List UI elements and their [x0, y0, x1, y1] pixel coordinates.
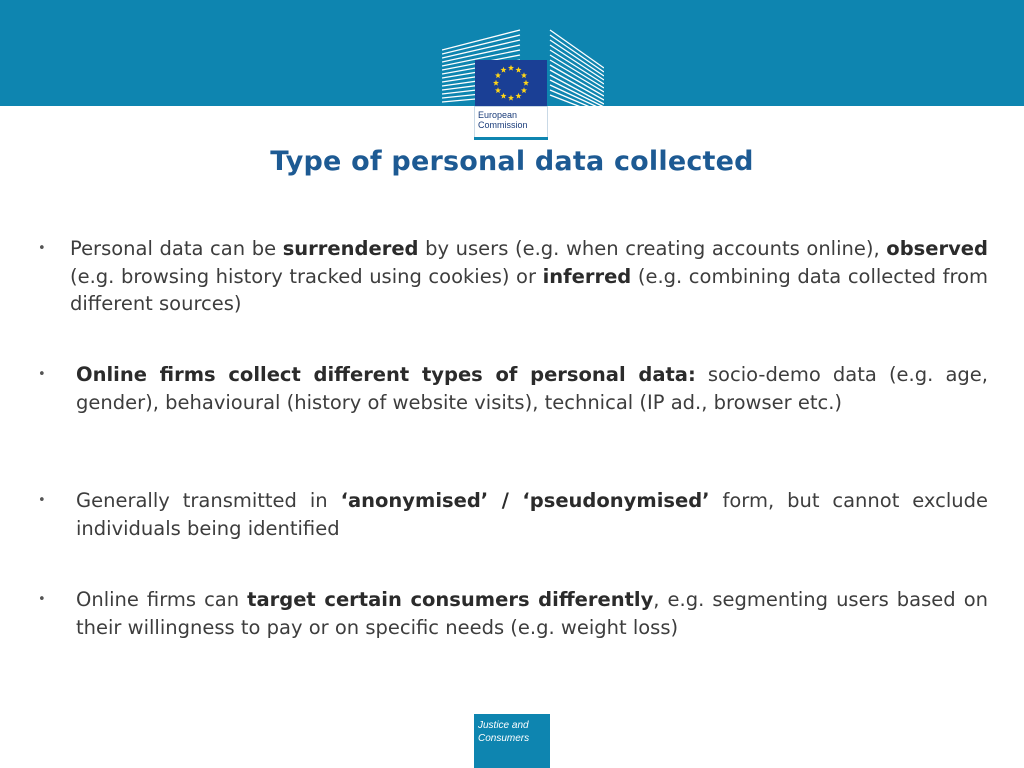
bullet-text: Generally transmitted in ‘anonymised’ / ‘pseudonymised’ form, but cannot exclude individuals being identified: [76, 489, 988, 540]
bullet-marker: •: [38, 592, 46, 607]
bullet-text: Online firms collect different types of personal data: socio-demo data (e.g. age, gender), behavioural (history of website visits), technical (IP ad., browser etc.): [76, 363, 988, 414]
bullet-marker: •: [38, 241, 46, 256]
logo-label: European Commission: [478, 110, 528, 130]
slide-title: Type of personal data collected: [270, 146, 754, 177]
footer-dg-label: Justice and Consumers: [478, 720, 530, 744]
bullet-text: Personal data can be surrendered by users (e.g. when creating accounts online), observed (e.g. browsing history tracked using cookies) or inferred (e.g. combining data collected from different sources): [70, 237, 988, 315]
bullet-text: Online firms can target certain consumers differently, e.g. segmenting users based on their willingness to pay or on specific needs (e.g. weight loss): [76, 588, 988, 639]
bullet-marker: •: [38, 367, 46, 382]
bullet-marker: •: [38, 493, 46, 508]
